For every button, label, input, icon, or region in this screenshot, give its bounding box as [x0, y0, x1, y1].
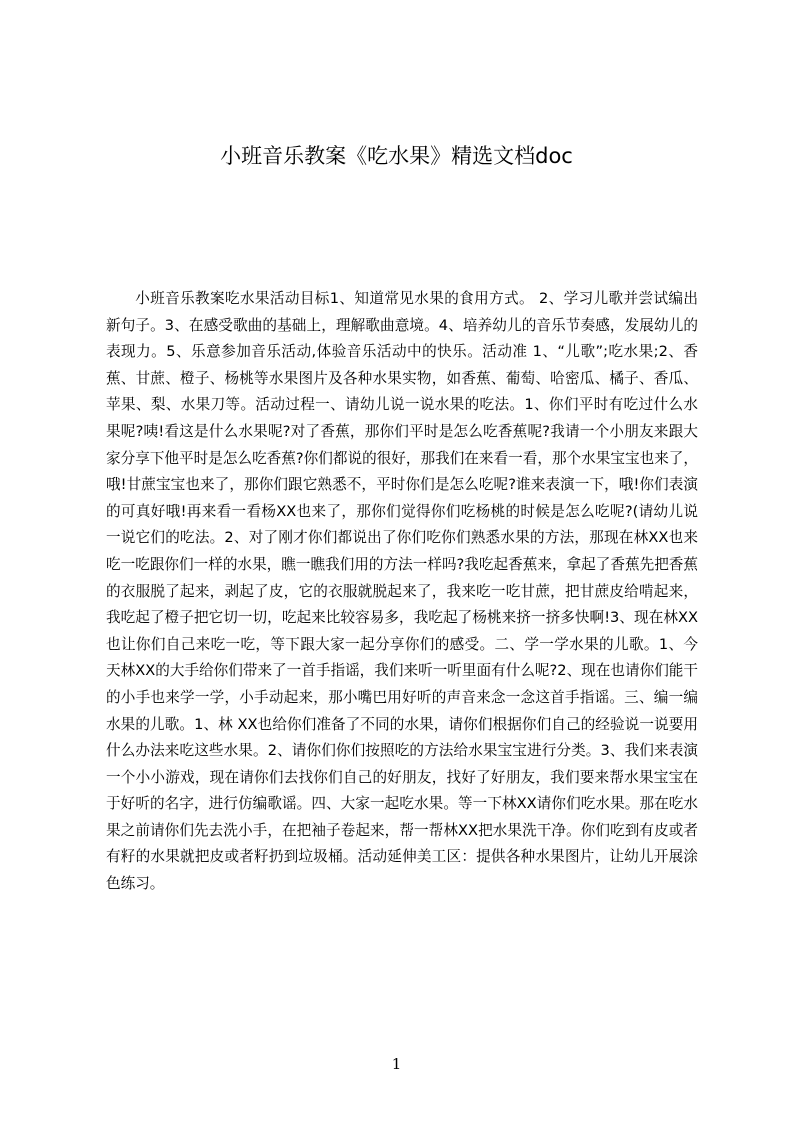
document-title: 小班音乐教案《吃水果》精选文档doc [220, 144, 573, 168]
body-paragraph: 小班音乐教案吃水果活动目标1、知道常见水果的食用方式。 2、学习儿歌并尝试编出新句子。3、在感受歌曲的基础上，理解歌曲意境。4、培养幼儿的音乐节奏感，发展幼儿的表现力。5、乐意参加音乐活动,体验音乐活动中的快乐。活动准 1、“儿歌”;吃水果;2、香蕉、甘蔗、橙子、杨桃等水果图片及各种水果实物，如香蕉、葡萄、哈密瓜、橘子、香瓜、苹果、梨、水果刀等。活动过程一、请幼儿说一说水果的吃法。1、你们平时有吃过什么水果呢?咦!看这是什么水果呢?对了香蕉，那你们平时是怎么吃香蕉呢?我请一个小朋友来跟大家分享下他平时是怎么吃香蕉?你们都说的很好，那我们在来看一看，那个水果宝宝也来了，哦!甘蔗宝宝也来了，那你们跟它熟悉不，平时你们是怎么吃呢?谁来表演一下，哦!你们表演的可真好哦!再来看一看杨XX也来了，那你们觉得你们吃杨桃的时候是怎么吃呢?(请幼儿说一说它们的吃法。2、对了刚才你们都说出了你们吃你们熟悉水果的方法，那现在林XX也来吃一吃跟你们一样的水果，瞧一瞧我们用的方法一样吗?我吃起香蕉来，拿起了香蕉先把香蕉的衣服脱了起来，剥起了皮，它的衣服就脱起来了，我来吃一吃甘蔗，把甘蔗皮给啃起来，我吃起了橙子把它切一切，吃起来比较容易多，我吃起了杨桃来挤一挤多快啊!3、现在林XX也让你们自己来吃一吃，等下跟大家一起分享你们的感受。二、学一学水果的儿歌。1、今天林XX的大手给你们带来了一首手指谣，我们来听一听里面有什么呢?2、现在也请你们能干的小手也来学一学，小手动起来，那小嘴巴用好听的声音来念一念这首手指谣。三、编一编水果的儿歌。1、林 XX也给你们准备了不同的水果，请你们根据你们自己的经验说一说要用什么办法来吃这些水果。2、请你们你们按照吃的方法给水果宝宝进行分类。3、我们来表演一个小小游戏，现在请你们去找你们自己的好朋友，找好了好朋友，我们要来帮水果宝宝在于好听的名字，进行仿编歌谣。四、大家一起吃水果。等一下林XX请你们吃水果。那在吃水果之前请你们先去洗小手，在把袖子卷起来，帮一帮林XX把水果洗干净。你们吃到有皮或者有籽的水果就把皮或者籽扔到垃圾桶。活动延伸美工区：提供各种水果图片，让幼儿开展涂色练习。 [106, 290, 698, 893]
page-number: 1 [391, 1055, 402, 1073]
document-body [106, 286, 698, 936]
